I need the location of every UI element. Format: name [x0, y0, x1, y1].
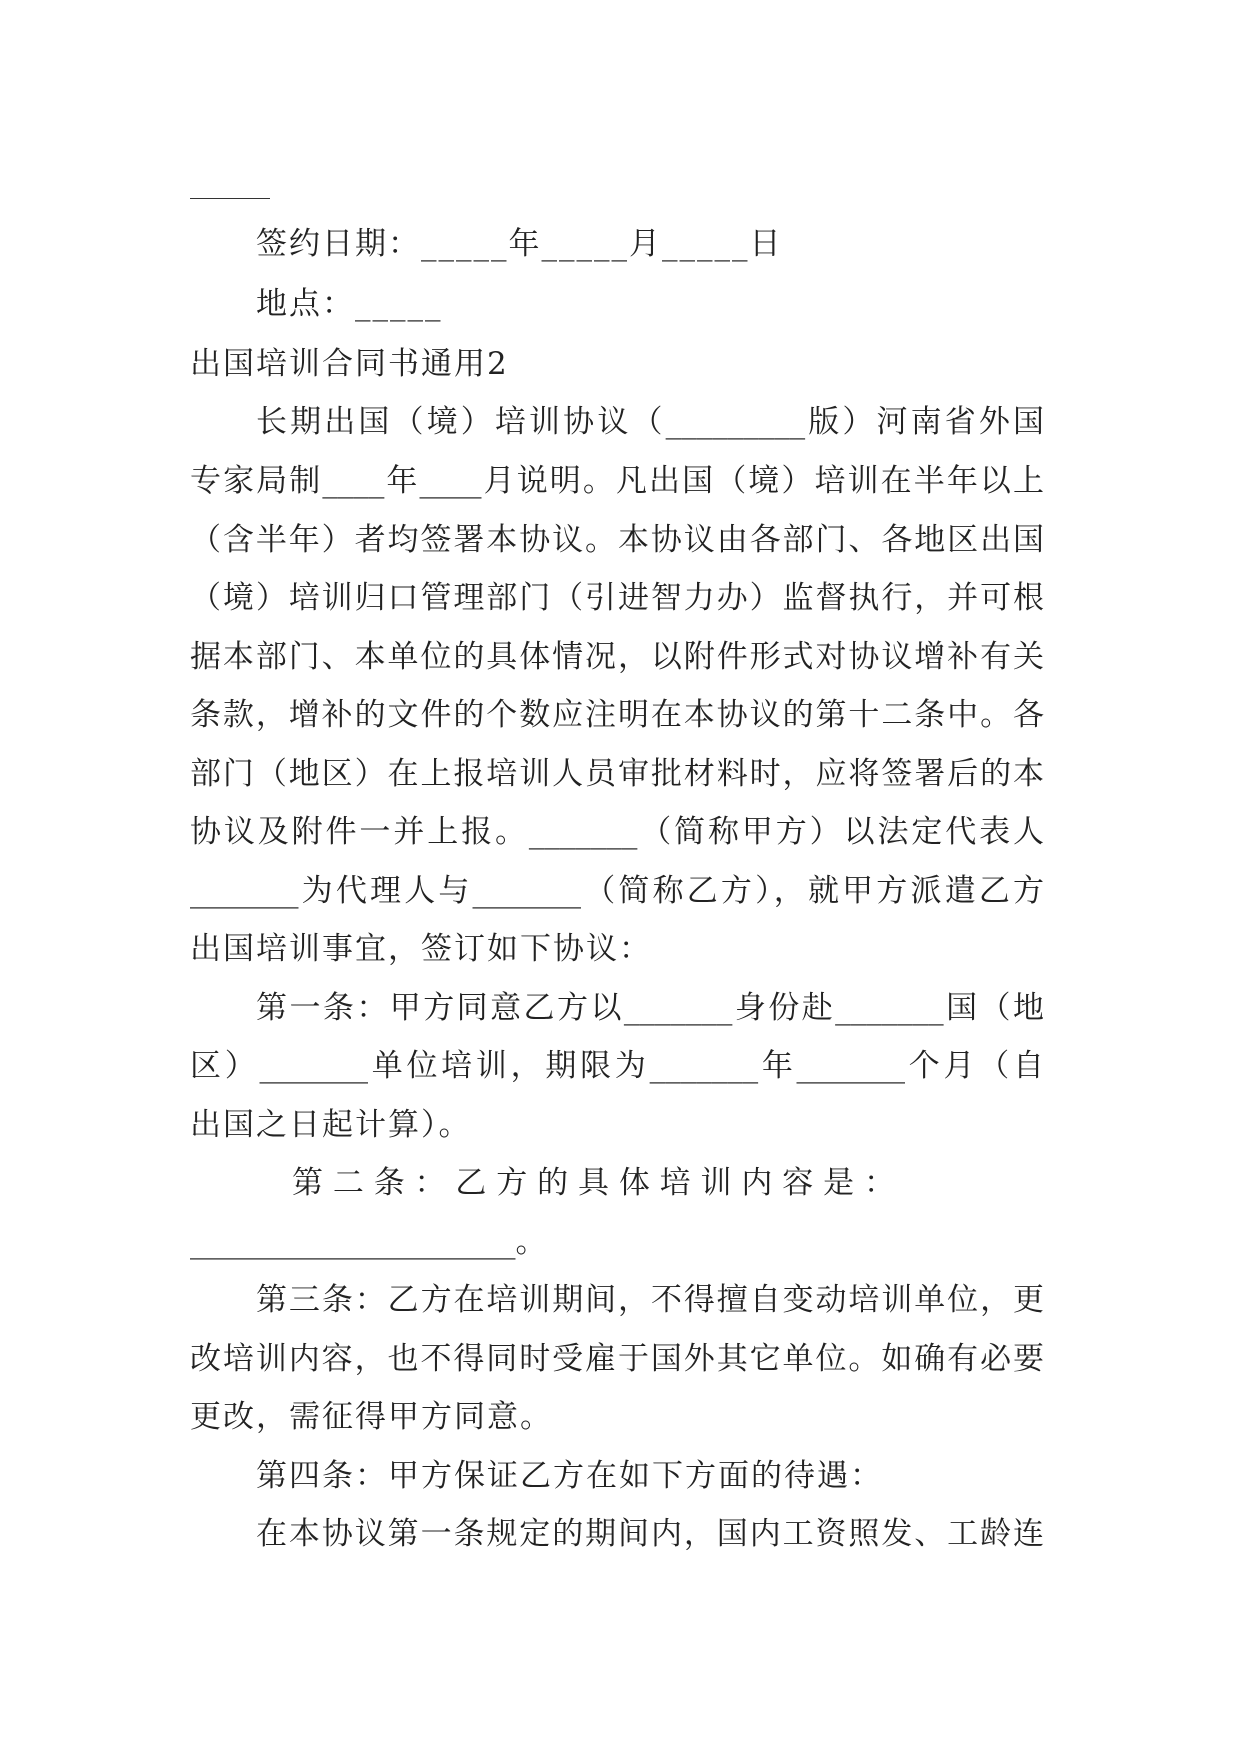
- top-rule: [190, 198, 270, 199]
- article-2-line: 第 二 条 ： 乙 方 的 具 体 培 训 内 容 是 ：: [292, 1165, 895, 1201]
- paragraph-line: 长期出国（境）培训协议（_________版）河南省外国: [256, 404, 1044, 440]
- paragraph-line: 协议及附件一并上报。_______（简称甲方）以法定代表人: [190, 814, 1044, 850]
- article-3-line: 第三条：乙方在培训期间，不得擅自变动培训单位，更: [256, 1282, 1044, 1318]
- location-line: 地点：_____: [256, 286, 443, 322]
- article-3-line: 改培训内容，也不得同时受雇于国外其它单位。如确有必要: [190, 1341, 1044, 1377]
- article-1-line: 第一条：甲方同意乙方以_______身份赴_______国（地: [256, 990, 1044, 1026]
- paragraph-line: （境）培训归口管理部门（引进智力办）监督执行，并可根: [190, 580, 1044, 616]
- paragraph-line: 据本部门、本单位的具体情况，以附件形式对协议增补有关: [190, 639, 1044, 675]
- signing-date-line: 签约日期：_____年_____月_____日: [256, 226, 783, 262]
- paragraph-line: 出国培训事宜，签订如下协议：: [190, 931, 652, 967]
- paragraph-line: 专家局制____年____月说明。凡出国（境）培训在半年以上: [190, 463, 1044, 499]
- article-1-line: 区）_______单位培训，期限为_______年_______个月（自: [190, 1048, 1044, 1084]
- section-title: 出国培训合同书通用2: [190, 346, 509, 382]
- article-4-line: 在本协议第一条规定的期间内，国内工资照发、工龄连: [256, 1516, 1044, 1552]
- article-1-line: 出国之日起计算）。: [190, 1107, 472, 1143]
- article-4-line: 第四条：甲方保证乙方在如下方面的待遇：: [256, 1458, 883, 1494]
- article-2-blank-line: _____________________。: [190, 1224, 547, 1260]
- paragraph-line: 条款，增补的文件的个数应注明在本协议的第十二条中。各: [190, 697, 1044, 733]
- paragraph-line: （含半年）者均签署本协议。本协议由各部门、各地区出国: [190, 522, 1044, 558]
- article-3-line: 更改，需征得甲方同意。: [190, 1399, 553, 1435]
- paragraph-line: _______为代理人与_______（简称乙方），就甲方派遣乙方: [190, 873, 1044, 909]
- paragraph-line: 部门（地区）在上报培训人员审批材料时，应将签署后的本: [190, 756, 1044, 792]
